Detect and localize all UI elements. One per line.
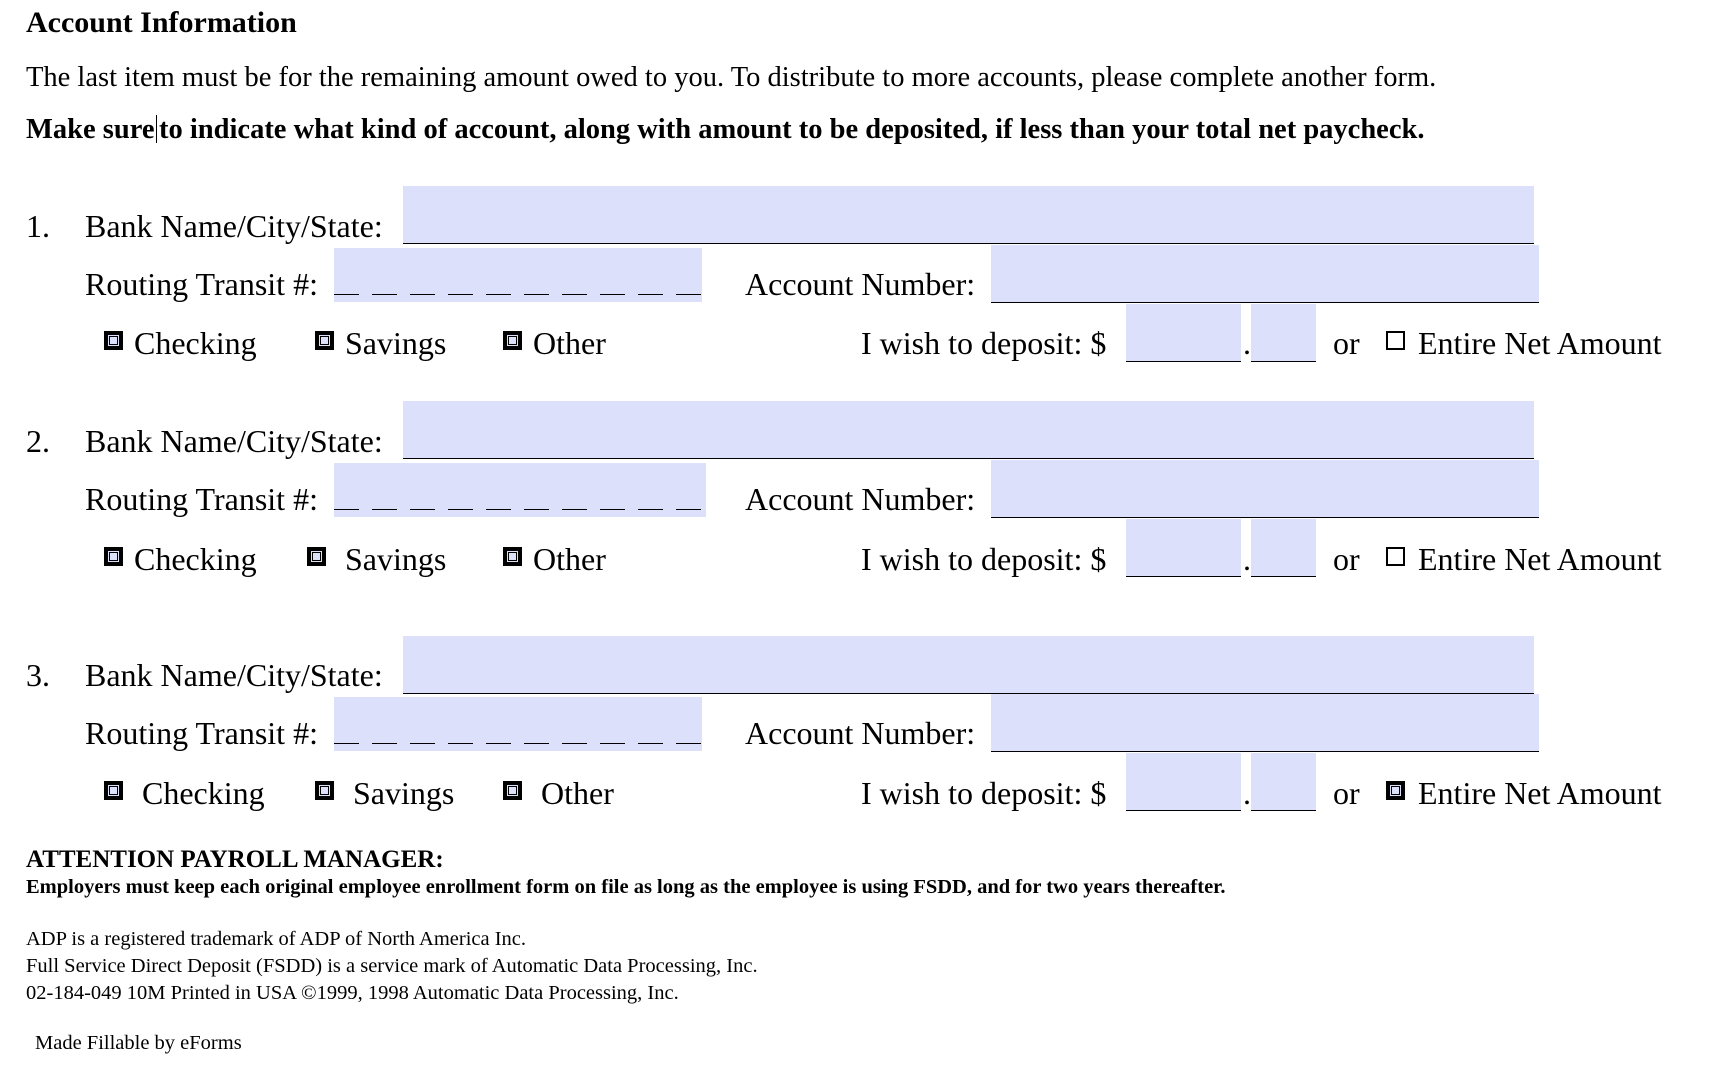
account-number-label: 1. xyxy=(26,208,50,244)
routing-field[interactable] xyxy=(334,463,706,517)
deposit-dollars-field[interactable] xyxy=(1126,304,1241,362)
decimal-dot: . xyxy=(1243,775,1251,811)
instruction-text xyxy=(26,114,1424,146)
bank-label: Bank Name/City/State: xyxy=(85,423,383,459)
decimal-dot: . xyxy=(1243,541,1251,577)
bank-label: Bank Name/City/State: xyxy=(85,657,383,693)
routing-label: Routing Transit #: xyxy=(85,266,318,302)
other-checkbox[interactable] xyxy=(503,547,522,566)
bank-name-field[interactable] xyxy=(403,401,1534,459)
entire-net-amount-label: Entire Net Amount xyxy=(1418,541,1662,577)
bank-label: Bank Name/City/State: xyxy=(85,208,383,244)
deposit-cents-field[interactable] xyxy=(1251,519,1316,577)
or-label: or xyxy=(1333,325,1360,361)
routing-label: Routing Transit #: xyxy=(85,481,318,517)
or-label: or xyxy=(1333,775,1360,811)
checking-label: Checking xyxy=(142,775,265,811)
eforms-credit: Made Fillable by eForms xyxy=(35,1032,242,1054)
account-number-label: 3. xyxy=(26,657,50,693)
account-number-field[interactable] xyxy=(991,460,1539,518)
savings-checkbox[interactable] xyxy=(315,781,334,800)
checking-checkbox[interactable] xyxy=(104,547,123,566)
entire-net-amount-checkbox[interactable] xyxy=(1386,781,1405,800)
deposit-cents-field[interactable] xyxy=(1251,753,1316,811)
other-label: Other xyxy=(541,775,614,811)
entire-net-amount-checkbox[interactable] xyxy=(1386,547,1405,566)
account-number-label: 2. xyxy=(26,423,50,459)
entire-net-amount-label: Entire Net Amount xyxy=(1418,325,1662,361)
savings-checkbox[interactable] xyxy=(307,547,326,566)
entire-net-amount-label: Entire Net Amount xyxy=(1418,775,1662,811)
section-title: Account Information xyxy=(26,6,297,39)
deposit-label: I wish to deposit: $ xyxy=(861,325,1107,361)
deposit-dollars-field[interactable] xyxy=(1126,519,1241,577)
other-label: Other xyxy=(533,325,606,361)
savings-label: Savings xyxy=(345,325,447,361)
footer-line-3: 02-184-049 10M Printed in USA ©1999, 1998 Automatic Data Processing, Inc. xyxy=(26,982,679,1004)
other-label: Other xyxy=(533,541,606,577)
savings-label: Savings xyxy=(353,775,455,811)
footer-line-2: Full Service Direct Deposit (FSDD) is a service mark of Automatic Data Processing, Inc. xyxy=(26,955,758,977)
instruction-part2: to indicate what kind of account, along with amount to be deposited, if less than your total net paycheck. xyxy=(159,114,1425,145)
routing-label: Routing Transit #: xyxy=(85,715,318,751)
deposit-dollars-field[interactable] xyxy=(1126,753,1241,811)
checking-label: Checking xyxy=(134,325,257,361)
intro-text: The last item must be for the remaining amount owed to you. To distribute to more accounts, please complete another form. xyxy=(26,62,1437,93)
routing-field[interactable] xyxy=(334,697,702,751)
checking-checkbox[interactable] xyxy=(104,781,123,800)
other-checkbox[interactable] xyxy=(503,781,522,800)
deposit-cents-field[interactable] xyxy=(1251,304,1316,362)
savings-checkbox[interactable] xyxy=(315,331,334,350)
deposit-label: I wish to deposit: $ xyxy=(861,775,1107,811)
footer-line-1: ADP is a registered trademark of ADP of North America Inc. xyxy=(26,928,527,950)
attention-text: Employers must keep each original employee enrollment form on file as long as the employee is using FSDD, and for two years thereafter. xyxy=(26,876,1226,898)
checking-label: Checking xyxy=(134,541,257,577)
text-cursor xyxy=(156,115,158,143)
checking-checkbox[interactable] xyxy=(104,331,123,350)
deposit-label: I wish to deposit: $ xyxy=(861,541,1107,577)
account-number-field[interactable] xyxy=(991,245,1539,303)
account-label: Account Number: xyxy=(745,266,976,302)
savings-label: Savings xyxy=(345,541,447,577)
bank-name-field[interactable] xyxy=(403,186,1534,244)
attention-title: ATTENTION PAYROLL MANAGER: xyxy=(26,846,444,873)
account-label: Account Number: xyxy=(745,481,976,517)
other-checkbox[interactable] xyxy=(503,331,522,350)
entire-net-amount-checkbox[interactable] xyxy=(1386,331,1405,350)
account-number-field[interactable] xyxy=(991,694,1539,752)
instruction-part1: Make sure xyxy=(26,114,155,145)
bank-name-field[interactable] xyxy=(403,636,1534,694)
decimal-dot: . xyxy=(1243,325,1251,361)
routing-field[interactable] xyxy=(334,248,702,302)
or-label: or xyxy=(1333,541,1360,577)
account-label: Account Number: xyxy=(745,715,976,751)
